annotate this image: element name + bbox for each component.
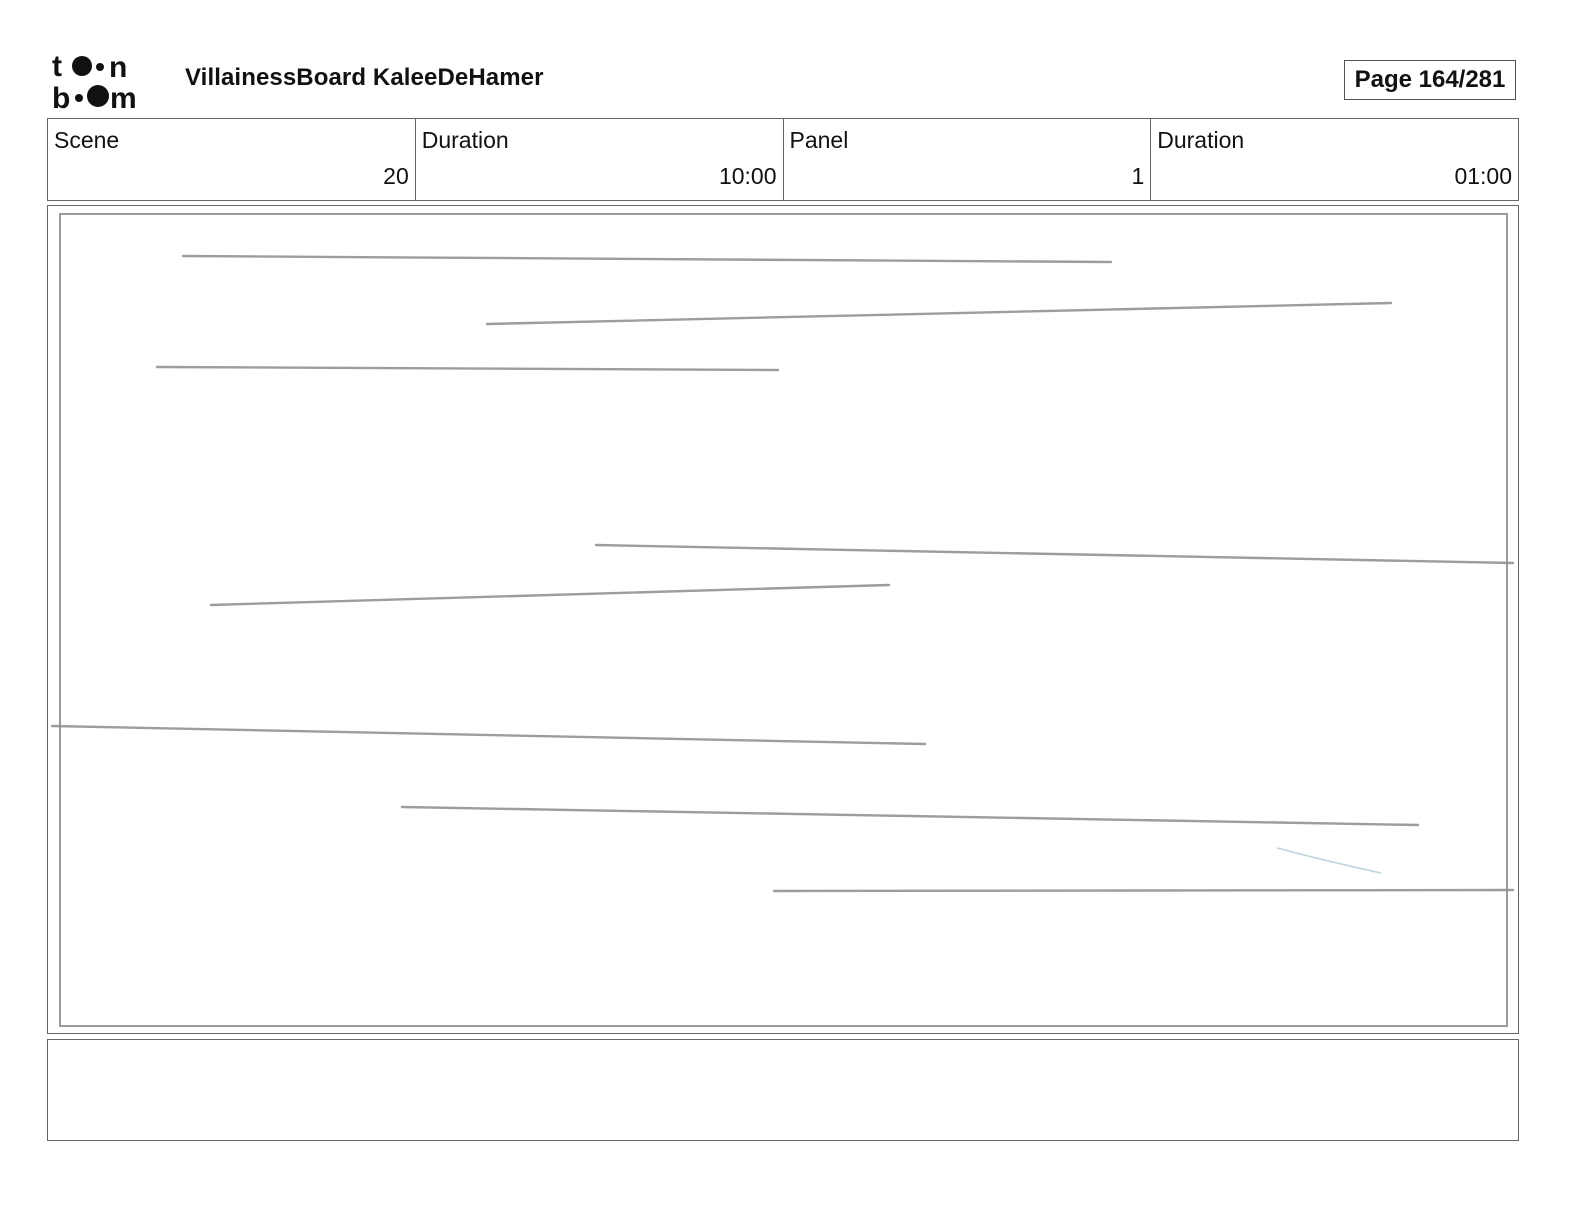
svg-text:n: n [109, 51, 128, 84]
panel-cell [784, 119, 1152, 200]
scene-duration-label: Duration [421, 127, 509, 153]
page-indicator-label: Page 164/281 [1354, 66, 1506, 93]
scene-value: 20 [383, 163, 409, 189]
toon-boom-logo [52, 50, 164, 112]
svg-text:b: b [52, 82, 71, 112]
panel-label: Panel [789, 127, 849, 153]
panel-duration-cell [1151, 119, 1518, 200]
notes-box [47, 1039, 1519, 1141]
panel-duration-value: 01:00 [1454, 163, 1512, 189]
svg-text:t: t [52, 50, 62, 83]
scene-label: Scene [54, 127, 120, 153]
scene-duration-value: 10:00 [718, 163, 777, 189]
scene-cell [48, 119, 416, 200]
panel-duration-label: Duration [1157, 127, 1245, 153]
scene-info-table [47, 118, 1519, 201]
panel-value: 1 [1131, 163, 1145, 189]
scene-duration-cell [416, 119, 784, 200]
svg-text:m: m [110, 82, 137, 112]
panel-safe-area [59, 213, 1508, 1027]
page-indicator [1344, 60, 1516, 100]
document-title: VillainessBoard KaleeDeHamer [185, 64, 544, 91]
